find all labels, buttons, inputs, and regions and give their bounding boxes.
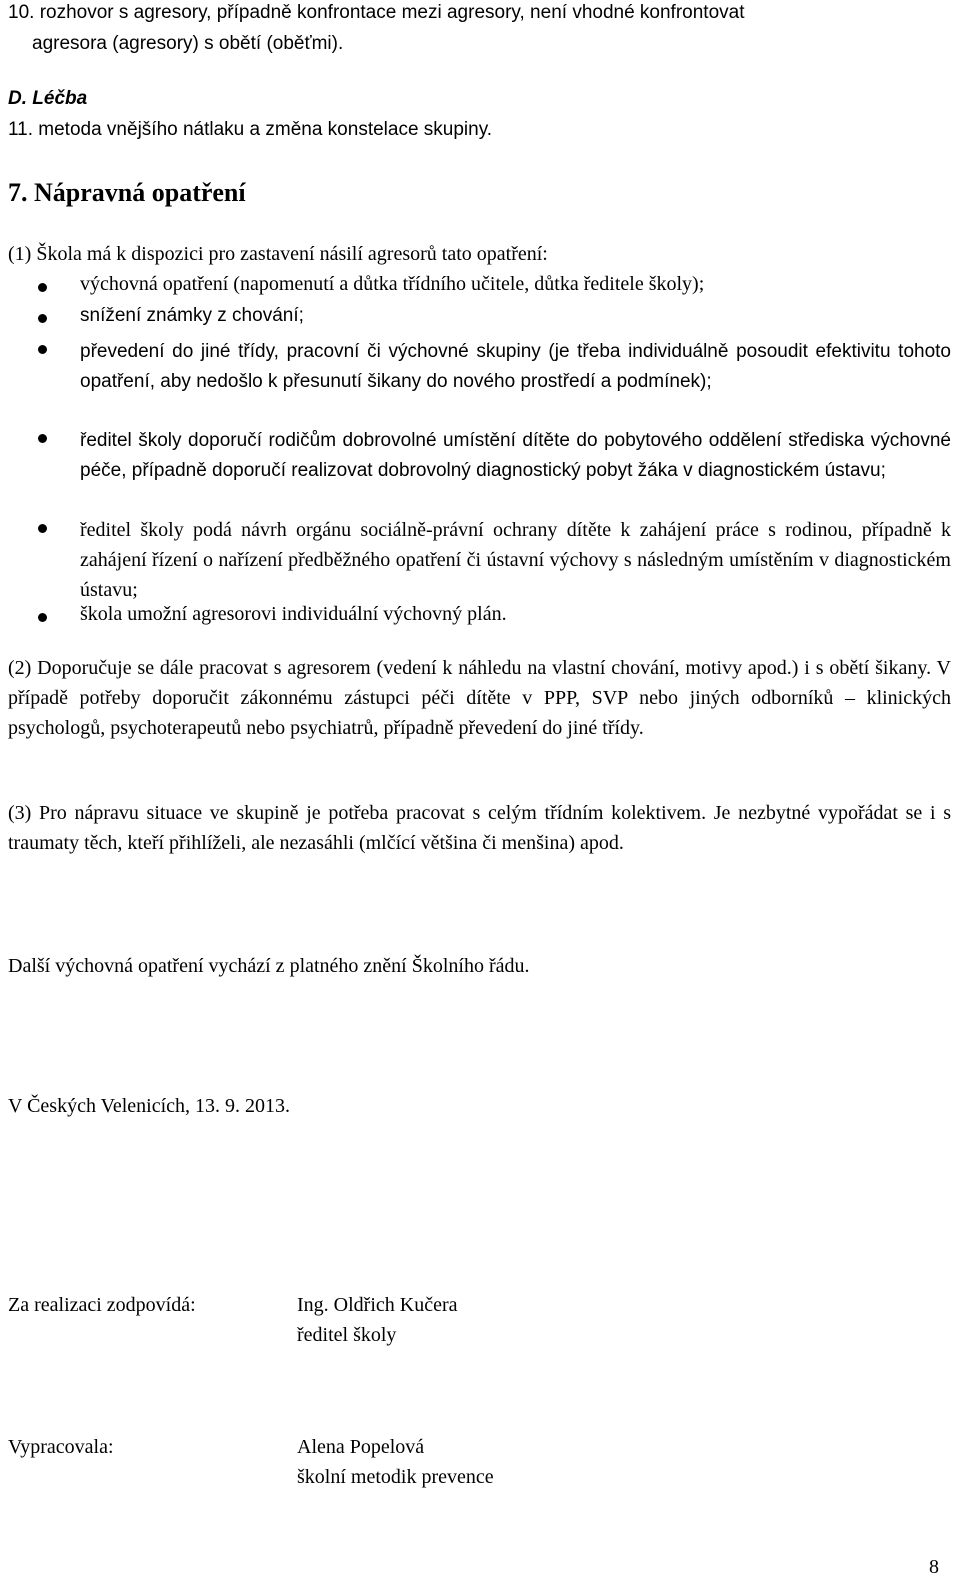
bullet-icon: [38, 613, 47, 622]
list-item: převedení do jiné třídy, pracovní či výchovné skupiny (je třeba individuálně posoudit efektivitu tohoto opatření, aby nedošlo k přesunutí šikany do nového prostředí a podmínek);: [80, 341, 951, 392]
paragraph-3: (3) Pro nápravu situace ve skupině je potřeba pracovat s celým třídním kolektivem. Je nezbytné vypořádat se i s traumaty těch, kteří přihlíželi, ale nezasáhli (mlčící většina či menšina) apod.: [8, 802, 951, 854]
list-item: škola umožní agresorovi individuální výchovný plán.: [80, 603, 507, 625]
prepared-role: školní metodik prevence: [297, 1466, 494, 1488]
prepared-name: Alena Popelová: [297, 1436, 425, 1458]
list-item: ředitel školy podá návrh orgánu sociálně-právní ochrany dítěte k zahájení práce s rodinou, případně k zahájení řízení o nařízení předběžného opatření či ústavní výchovy s následným umístěním v diagnostickém ústavu;: [80, 519, 951, 601]
list-item: snížení známky z chování;: [80, 305, 304, 326]
bullet-icon: [38, 314, 47, 323]
place-and-date: V Českých Velenicích, 13. 9. 2013.: [8, 1095, 291, 1117]
list-item: výchovná opatření (napomenutí a důtka třídního učitele, důtka ředitele školy);: [80, 273, 705, 295]
prepared-label: Vypracovala:: [8, 1436, 114, 1458]
further-measures-note: Další výchovná opatření vychází z platného znění Školního řádu.: [8, 955, 530, 977]
responsible-label: Za realizaci zodpovídá:: [8, 1294, 196, 1316]
list-item-10-line-1: 10. rozhovor s agresory, případně konfrontace mezi agresory, není vhodné konfrontovat: [8, 2, 745, 23]
list-item-10-line-2: agresora (agresory) s obětí (oběťmi).: [32, 33, 344, 54]
list-item-11: 11. metoda vnějšího nátlaku a změna konstelace skupiny.: [8, 119, 493, 140]
section-7-heading: 7. Nápravná opatření: [8, 178, 246, 207]
list-item: ředitel školy doporučí rodičům dobrovolné umístění dítěte do pobytového oddělení střediska výchovné péče, případně doporučí realizovat dobrovolný diagnostický pobyt žáka v diagnostickém ústavu;: [80, 430, 951, 481]
section-d-title: D. Léčba: [8, 88, 88, 109]
responsible-name: Ing. Oldřich Kučera: [297, 1294, 458, 1316]
bullet-icon: [38, 434, 47, 443]
measures-intro: (1) Škola má k dispozici pro zastavení násilí agresorů tato opatření:: [8, 243, 548, 265]
bullet-icon: [38, 524, 47, 533]
paragraph-2: (2) Doporučuje se dále pracovat s agresorem (vedení k náhledu na vlastní chování, motivy apod.) i s obětí šikany. V případě potřeby doporučit zákonnému zástupci péči dítěte v PPP, SVP nebo jiných odborníků – klinických psychologů, psychoterapeutů nebo psychiatrů, případně převedení do jiné třídy.: [8, 657, 951, 739]
page-number: 8: [929, 1556, 939, 1578]
responsible-role: ředitel školy: [297, 1324, 397, 1346]
bullet-icon: [38, 345, 47, 354]
bullet-icon: [38, 283, 47, 292]
